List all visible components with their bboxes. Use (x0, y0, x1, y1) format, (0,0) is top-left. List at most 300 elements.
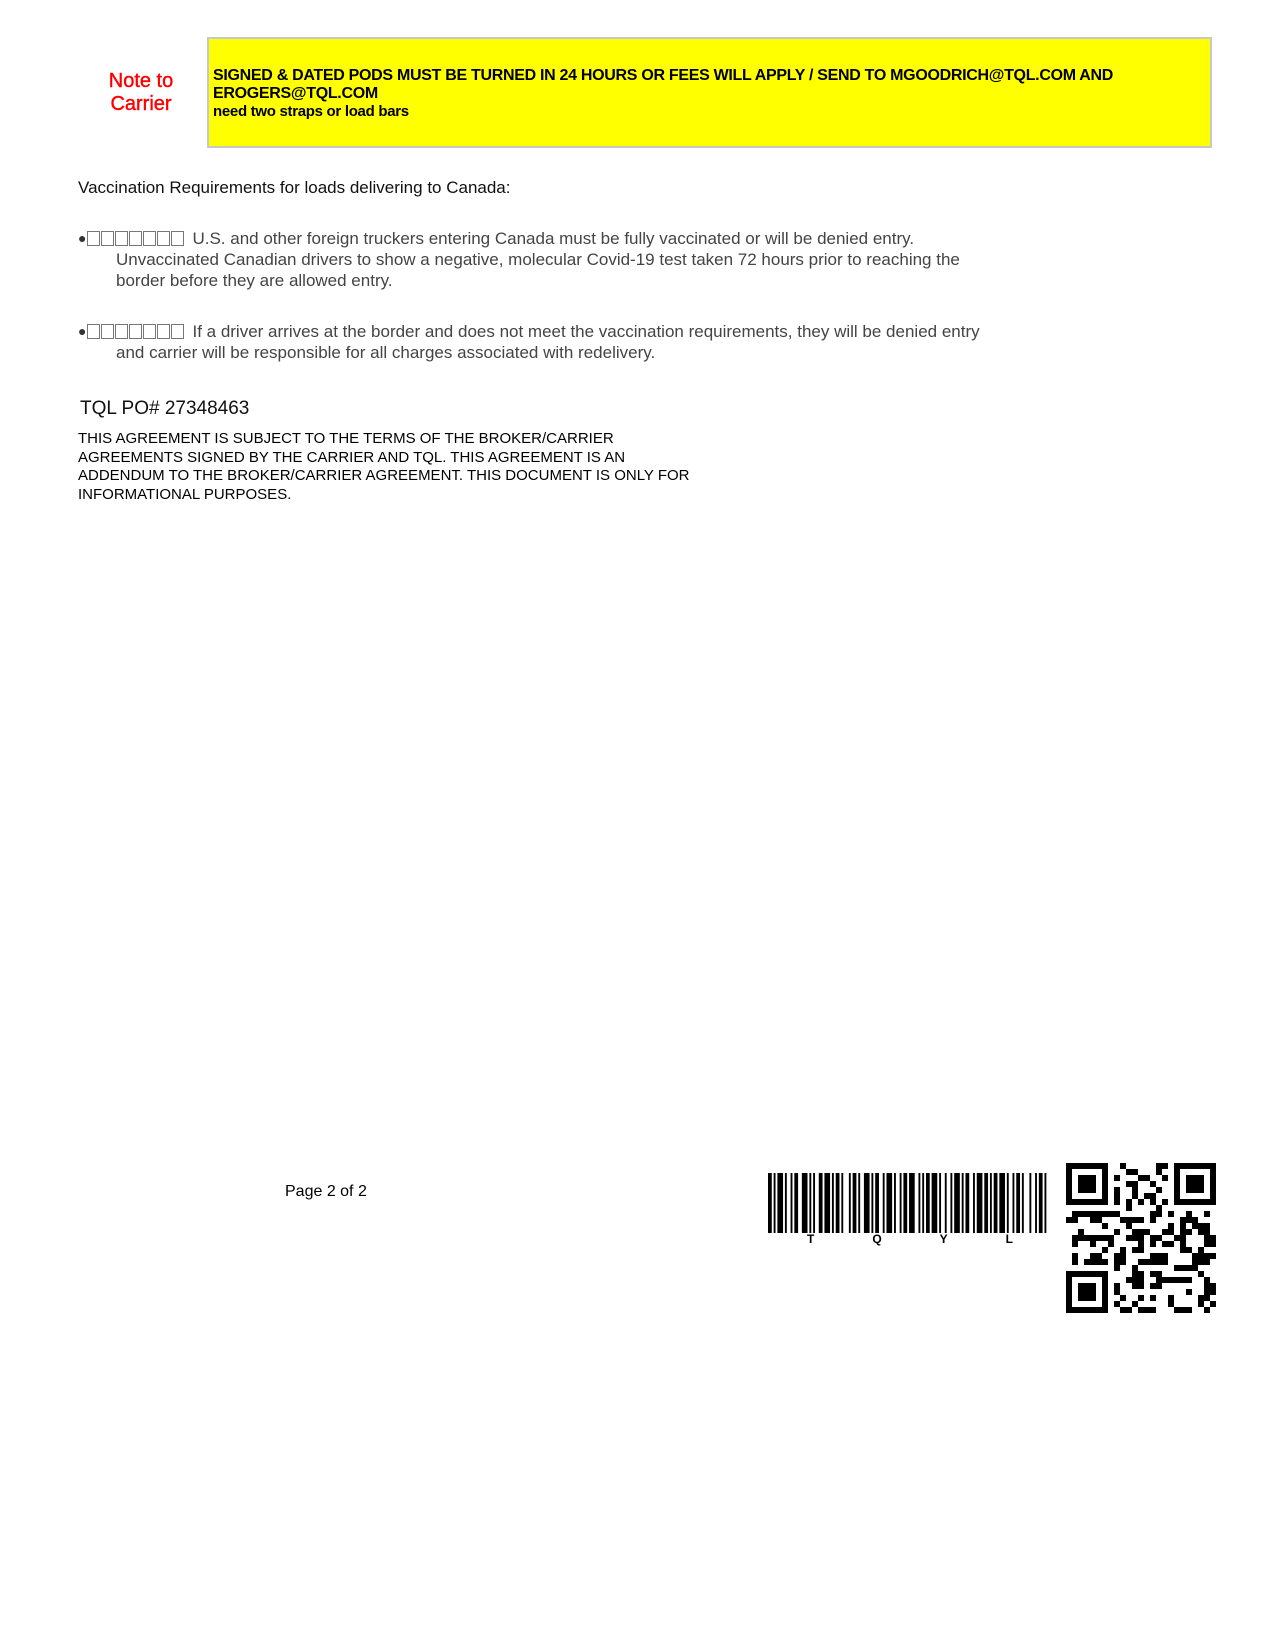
qr-module (1174, 1187, 1180, 1193)
qr-module (1150, 1217, 1156, 1223)
qr-module (1084, 1283, 1090, 1289)
qr-module (1138, 1229, 1144, 1235)
qr-module (1198, 1223, 1204, 1229)
barcode-bar (768, 1173, 772, 1233)
qr-module (1102, 1247, 1108, 1253)
qr-module (1102, 1163, 1108, 1169)
barcode-bar (875, 1173, 879, 1233)
qr-module (1066, 1163, 1072, 1169)
qr-module (1204, 1295, 1210, 1301)
qr-module (1090, 1289, 1096, 1295)
qr-module (1174, 1277, 1180, 1283)
qr-module (1150, 1199, 1156, 1205)
qr-module (1120, 1253, 1126, 1259)
barcode-bar (999, 1173, 1005, 1233)
barcode-bar (841, 1173, 843, 1233)
qr-module (1084, 1199, 1090, 1205)
qr-module (1072, 1199, 1078, 1205)
qr-module (1102, 1223, 1108, 1229)
qr-module (1084, 1175, 1090, 1181)
qr-module (1204, 1241, 1210, 1247)
qr-module (1150, 1283, 1156, 1289)
qr-module (1084, 1187, 1090, 1193)
qr-module (1186, 1289, 1192, 1295)
barcode-bar (1013, 1173, 1015, 1233)
qr-module (1156, 1163, 1162, 1169)
qr-module (1186, 1307, 1192, 1313)
qr-module (1066, 1283, 1072, 1289)
qr-module (1204, 1235, 1210, 1241)
barcode-char: T (806, 1232, 815, 1246)
qr-module (1084, 1181, 1090, 1187)
qr-module (1210, 1199, 1216, 1205)
agreement-line: INFORMATIONAL PURPOSES. (78, 485, 292, 503)
barcode-bar (791, 1173, 793, 1233)
barcode-bar (802, 1173, 808, 1233)
qr-module (1144, 1229, 1150, 1235)
qr-module (1078, 1175, 1084, 1181)
qr-module (1210, 1289, 1216, 1295)
barcode-bar (1016, 1173, 1020, 1233)
note-to-carrier-label (88, 70, 194, 116)
qr-module (1102, 1259, 1108, 1265)
qr-module (1156, 1205, 1162, 1211)
note-line-3: need two straps or load bars (213, 103, 409, 120)
agreement-text (78, 430, 778, 504)
qr-module (1180, 1247, 1186, 1253)
qr-module (1198, 1247, 1204, 1253)
qr-module (1102, 1187, 1108, 1193)
qr-module (1162, 1175, 1168, 1181)
qr-module (1066, 1307, 1072, 1313)
qr-module (1174, 1235, 1180, 1241)
qr-module (1198, 1259, 1204, 1265)
barcode-bar (1035, 1173, 1037, 1233)
qr-module (1156, 1259, 1162, 1265)
qr-module (1132, 1265, 1138, 1271)
qr-module (1090, 1283, 1096, 1289)
qr-module (1180, 1217, 1186, 1223)
qr-module (1138, 1295, 1144, 1301)
qr-module (1210, 1175, 1216, 1181)
note-label-line2: Carrier (110, 93, 172, 115)
barcode-bar (932, 1173, 938, 1233)
barcode-bar (777, 1173, 783, 1233)
barcode-bar (1022, 1173, 1024, 1233)
barcode-bar (962, 1173, 964, 1233)
qr-module (1078, 1271, 1084, 1277)
qr-module (1192, 1265, 1198, 1271)
qr-module (1132, 1247, 1138, 1253)
barcode-bar (774, 1173, 776, 1233)
barcode-bar (984, 1173, 988, 1233)
qr-module (1066, 1217, 1072, 1223)
barcode-bar (939, 1173, 941, 1233)
qr-module (1210, 1181, 1216, 1187)
qr-module (1126, 1235, 1132, 1241)
barcode-bar (1007, 1173, 1009, 1233)
qr-module (1066, 1289, 1072, 1295)
qr-module (1126, 1181, 1132, 1187)
qr-module (1102, 1169, 1108, 1175)
bullet-text-first: If a driver arrives at the border and does not meet the vaccination requirements, they will be denied entry (192, 322, 980, 341)
qr-module (1066, 1187, 1072, 1193)
qr-module (1204, 1223, 1210, 1229)
qr-module (1090, 1217, 1096, 1223)
qr-module (1096, 1253, 1102, 1259)
qr-module (1096, 1307, 1102, 1313)
qr-module (1072, 1253, 1078, 1259)
qr-module (1180, 1223, 1186, 1229)
qr-module (1132, 1301, 1138, 1307)
qr-module (1204, 1211, 1210, 1217)
qr-module (1078, 1307, 1084, 1313)
qr-module (1114, 1301, 1120, 1307)
barcode-bar (813, 1173, 815, 1233)
qr-module (1204, 1229, 1210, 1235)
qr-module (1138, 1283, 1144, 1289)
qr-module (1186, 1181, 1192, 1187)
barcode-bar (1044, 1173, 1046, 1233)
barcode-bar (883, 1173, 885, 1233)
qr-module (1072, 1217, 1078, 1223)
barcode-bar (809, 1173, 811, 1233)
qr-module (1114, 1259, 1120, 1265)
qr-module (1126, 1217, 1132, 1223)
qr-module (1096, 1271, 1102, 1277)
qr-module (1192, 1175, 1198, 1181)
qr-module (1156, 1253, 1162, 1259)
qr-module (1114, 1199, 1120, 1205)
barcode-bar (886, 1173, 892, 1233)
qr-module (1150, 1253, 1156, 1259)
qr-module (1180, 1235, 1186, 1241)
barcode-bar (977, 1173, 983, 1233)
agreement-line: ADDENDUM TO THE BROKER/CARRIER AGREEMENT. THIS DOCUMENT IS ONLY FOR (78, 467, 690, 484)
qr-module (1210, 1283, 1216, 1289)
qr-module (1150, 1271, 1156, 1277)
qr-module (1114, 1253, 1120, 1259)
qr-module (1204, 1307, 1210, 1313)
qr-module (1132, 1187, 1138, 1193)
qr-module (1180, 1265, 1186, 1271)
barcode-bar (785, 1173, 787, 1233)
qr-module (1114, 1193, 1120, 1199)
qr-module (1084, 1271, 1090, 1277)
qr-module (1102, 1175, 1108, 1181)
vaccination-bullet (78, 228, 1078, 291)
qr-module (1210, 1241, 1216, 1247)
qr-module (1150, 1259, 1156, 1265)
carrier-note-box (207, 37, 1212, 148)
qr-module (1102, 1271, 1108, 1277)
qr-module (1156, 1187, 1162, 1193)
barcode-char: Y (939, 1232, 948, 1246)
qr-module (1090, 1181, 1096, 1187)
barcode-bar (945, 1173, 947, 1233)
qr-module (1156, 1277, 1162, 1283)
qr-module (1072, 1235, 1078, 1241)
qr-module (1150, 1295, 1156, 1301)
qr-module (1138, 1259, 1144, 1265)
qr-module (1174, 1169, 1180, 1175)
qr-module (1138, 1307, 1144, 1313)
qr-module (1126, 1223, 1132, 1229)
qr-module (1168, 1223, 1174, 1229)
qr-module (1126, 1169, 1132, 1175)
barcode-bar (794, 1173, 798, 1233)
barcode-bar (832, 1173, 834, 1233)
barcode-bar (922, 1173, 924, 1233)
qr-module (1090, 1163, 1096, 1169)
qr-module (1192, 1199, 1198, 1205)
qr-module (1198, 1271, 1204, 1277)
qr-module (1198, 1187, 1204, 1193)
qr-module (1162, 1229, 1168, 1235)
qr-module (1180, 1307, 1186, 1313)
qr-module (1108, 1241, 1114, 1247)
qr-module (1168, 1229, 1174, 1235)
qr-module (1162, 1241, 1168, 1247)
qr-module (1210, 1253, 1216, 1259)
qr-module (1114, 1187, 1120, 1193)
qr-module (1096, 1211, 1102, 1217)
qr-module (1186, 1247, 1192, 1253)
qr-module (1102, 1295, 1108, 1301)
agreement-line: AGREEMENTS SIGNED BY THE CARRIER AND TQL. THIS AGREEMENT IS AN (78, 448, 626, 466)
qr-module (1198, 1181, 1204, 1187)
qr-module (1084, 1289, 1090, 1295)
qr-module (1204, 1289, 1210, 1295)
qr-module (1072, 1163, 1078, 1169)
vaccination-heading: Vaccination Requirements for loads delivering to Canada: (78, 178, 511, 197)
qr-module (1126, 1205, 1132, 1211)
qr-module (1168, 1241, 1174, 1247)
qr-module (1102, 1307, 1108, 1313)
barcode-bar (871, 1173, 873, 1233)
qr-module (1078, 1163, 1084, 1169)
qr-module (1210, 1235, 1216, 1241)
barcode-bar (900, 1173, 902, 1233)
qr-module (1072, 1307, 1078, 1313)
barcode-bar (1039, 1173, 1043, 1233)
qr-module (1120, 1163, 1126, 1169)
qr-module (1102, 1301, 1108, 1307)
qr-module (1192, 1181, 1198, 1187)
qr-module (1114, 1175, 1120, 1181)
qr-module (1090, 1175, 1096, 1181)
qr-module (1150, 1193, 1156, 1199)
agreement-line: THIS AGREEMENT IS SUBJECT TO THE TERMS OF THE BROKER/CARRIER (78, 430, 614, 447)
qr-module (1090, 1211, 1096, 1217)
qr-module (1210, 1163, 1216, 1169)
qr-module (1084, 1235, 1090, 1241)
qr-module (1186, 1211, 1192, 1217)
qr-module (1132, 1283, 1138, 1289)
qr-module (1078, 1229, 1084, 1235)
qr-module (1102, 1283, 1108, 1289)
qr-module (1186, 1175, 1192, 1181)
bullet-text-first: U.S. and other foreign truckers entering Canada must be fully vaccinated or will be denied entry. (192, 229, 915, 248)
qr-module (1072, 1271, 1078, 1277)
qr-module (1096, 1235, 1102, 1241)
qr-module (1078, 1283, 1084, 1289)
qr-module (1102, 1199, 1108, 1205)
qr-module (1204, 1253, 1210, 1259)
barcode-bar (990, 1173, 992, 1233)
qr-module (1102, 1211, 1108, 1217)
qr-module (1150, 1181, 1156, 1187)
qr-module (1192, 1187, 1198, 1193)
bullet-dot-icon: ● (78, 230, 87, 246)
barcode-bar (909, 1173, 915, 1233)
qr-module (1102, 1235, 1108, 1241)
qr-module (1162, 1277, 1168, 1283)
missing-glyph-boxes (87, 231, 184, 246)
qr-module (1180, 1229, 1186, 1235)
qr-module (1138, 1235, 1144, 1241)
qr-module (1090, 1199, 1096, 1205)
barcode-bar (994, 1173, 998, 1233)
qr-module (1138, 1217, 1144, 1223)
qr-module (1150, 1307, 1156, 1313)
qr-module (1132, 1229, 1138, 1235)
qr-code-icon (1066, 1163, 1216, 1313)
qr-module (1186, 1217, 1192, 1223)
qr-module (1072, 1241, 1078, 1247)
qr-module (1138, 1241, 1144, 1247)
qr-module (1090, 1253, 1096, 1259)
qr-module (1180, 1241, 1186, 1247)
qr-module (1174, 1175, 1180, 1181)
barcode-bar (853, 1173, 857, 1233)
qr-module (1066, 1181, 1072, 1187)
qr-module (1126, 1277, 1132, 1283)
qr-module (1078, 1295, 1084, 1301)
note-label-line1: Note to (108, 70, 174, 92)
qr-module (1150, 1235, 1156, 1241)
qr-module (1192, 1253, 1198, 1259)
qr-module (1186, 1229, 1192, 1235)
qr-module (1204, 1163, 1210, 1169)
qr-module (1120, 1217, 1126, 1223)
barcode-bar (903, 1173, 907, 1233)
qr-module (1096, 1199, 1102, 1205)
bullet-text-cont: Unvaccinated Canadian drivers to show a negative, molecular Covid-19 test taken 72 hours prior to reaching the (116, 250, 960, 269)
qr-module (1084, 1211, 1090, 1217)
qr-module (1180, 1163, 1186, 1169)
barcode-bar (950, 1173, 952, 1233)
qr-module (1108, 1235, 1114, 1241)
tql-po-number: TQL PO# 27348463 (80, 398, 250, 419)
qr-module (1138, 1277, 1144, 1283)
qr-module (1162, 1259, 1168, 1265)
barcode-bar (918, 1173, 920, 1233)
qr-module (1078, 1187, 1084, 1193)
qr-module (1108, 1211, 1114, 1217)
barcode-icon (768, 1173, 1052, 1233)
qr-module (1102, 1181, 1108, 1187)
note-line-1: SIGNED & DATED PODS MUST BE TURNED IN 24 HOURS OR FEES WILL APPLY / SEND TO MGOODRICH@TQL.COM AND (213, 67, 1114, 84)
qr-module (1138, 1199, 1144, 1205)
qr-module (1114, 1289, 1120, 1295)
barcode-bar (819, 1173, 823, 1233)
qr-module (1120, 1259, 1126, 1265)
qr-module (1090, 1241, 1096, 1247)
qr-module (1078, 1199, 1084, 1205)
qr-module (1156, 1271, 1162, 1277)
qr-module (1066, 1169, 1072, 1175)
qr-module (1198, 1295, 1204, 1301)
qr-module (1198, 1301, 1204, 1307)
qr-module (1066, 1175, 1072, 1181)
qr-module (1210, 1193, 1216, 1199)
qr-module (1168, 1277, 1174, 1283)
qr-module (1198, 1199, 1204, 1205)
barcode-bar (836, 1173, 840, 1233)
qr-module (1150, 1241, 1156, 1247)
qr-module (1126, 1199, 1132, 1205)
qr-module (1066, 1193, 1072, 1199)
qr-module (1210, 1301, 1216, 1307)
qr-module (1192, 1163, 1198, 1169)
barcode-bar (1029, 1173, 1031, 1233)
qr-module (1096, 1217, 1102, 1223)
qr-module (1084, 1295, 1090, 1301)
qr-module (1174, 1193, 1180, 1199)
note-line-2: EROGERS@TQL.COM (213, 85, 378, 102)
qr-module (1084, 1307, 1090, 1313)
barcode-bar (954, 1173, 960, 1233)
qr-module (1102, 1193, 1108, 1199)
qr-module (1174, 1181, 1180, 1187)
qr-module (1192, 1217, 1198, 1223)
qr-module (1138, 1175, 1144, 1181)
qr-module (1066, 1199, 1072, 1205)
qr-module (1198, 1175, 1204, 1181)
qr-module (1084, 1163, 1090, 1169)
qr-module (1102, 1277, 1108, 1283)
qr-module (1144, 1307, 1150, 1313)
qr-module (1132, 1193, 1138, 1199)
qr-module (1186, 1199, 1192, 1205)
qr-module (1204, 1259, 1210, 1265)
barcode-bar (894, 1173, 896, 1233)
qr-module (1126, 1307, 1132, 1313)
qr-module (1198, 1253, 1204, 1259)
qr-module (1078, 1235, 1084, 1241)
bullet-dot-icon: ● (78, 323, 87, 339)
qr-module (1162, 1199, 1168, 1205)
barcode-bar (858, 1173, 860, 1233)
qr-module (1156, 1283, 1162, 1289)
qr-module (1204, 1277, 1210, 1283)
qr-module (1168, 1301, 1174, 1307)
qr-module (1156, 1211, 1162, 1217)
qr-module (1102, 1289, 1108, 1295)
vaccination-bullet (78, 321, 1078, 363)
qr-module (1114, 1265, 1120, 1271)
qr-module (1090, 1187, 1096, 1193)
qr-module (1078, 1289, 1084, 1295)
qr-module (1114, 1229, 1120, 1235)
qr-module (1078, 1181, 1084, 1187)
qr-module (1156, 1169, 1162, 1175)
barcode-bar (849, 1173, 851, 1233)
qr-module (1114, 1211, 1120, 1217)
qr-module (1186, 1265, 1192, 1271)
qr-module (1132, 1181, 1138, 1187)
